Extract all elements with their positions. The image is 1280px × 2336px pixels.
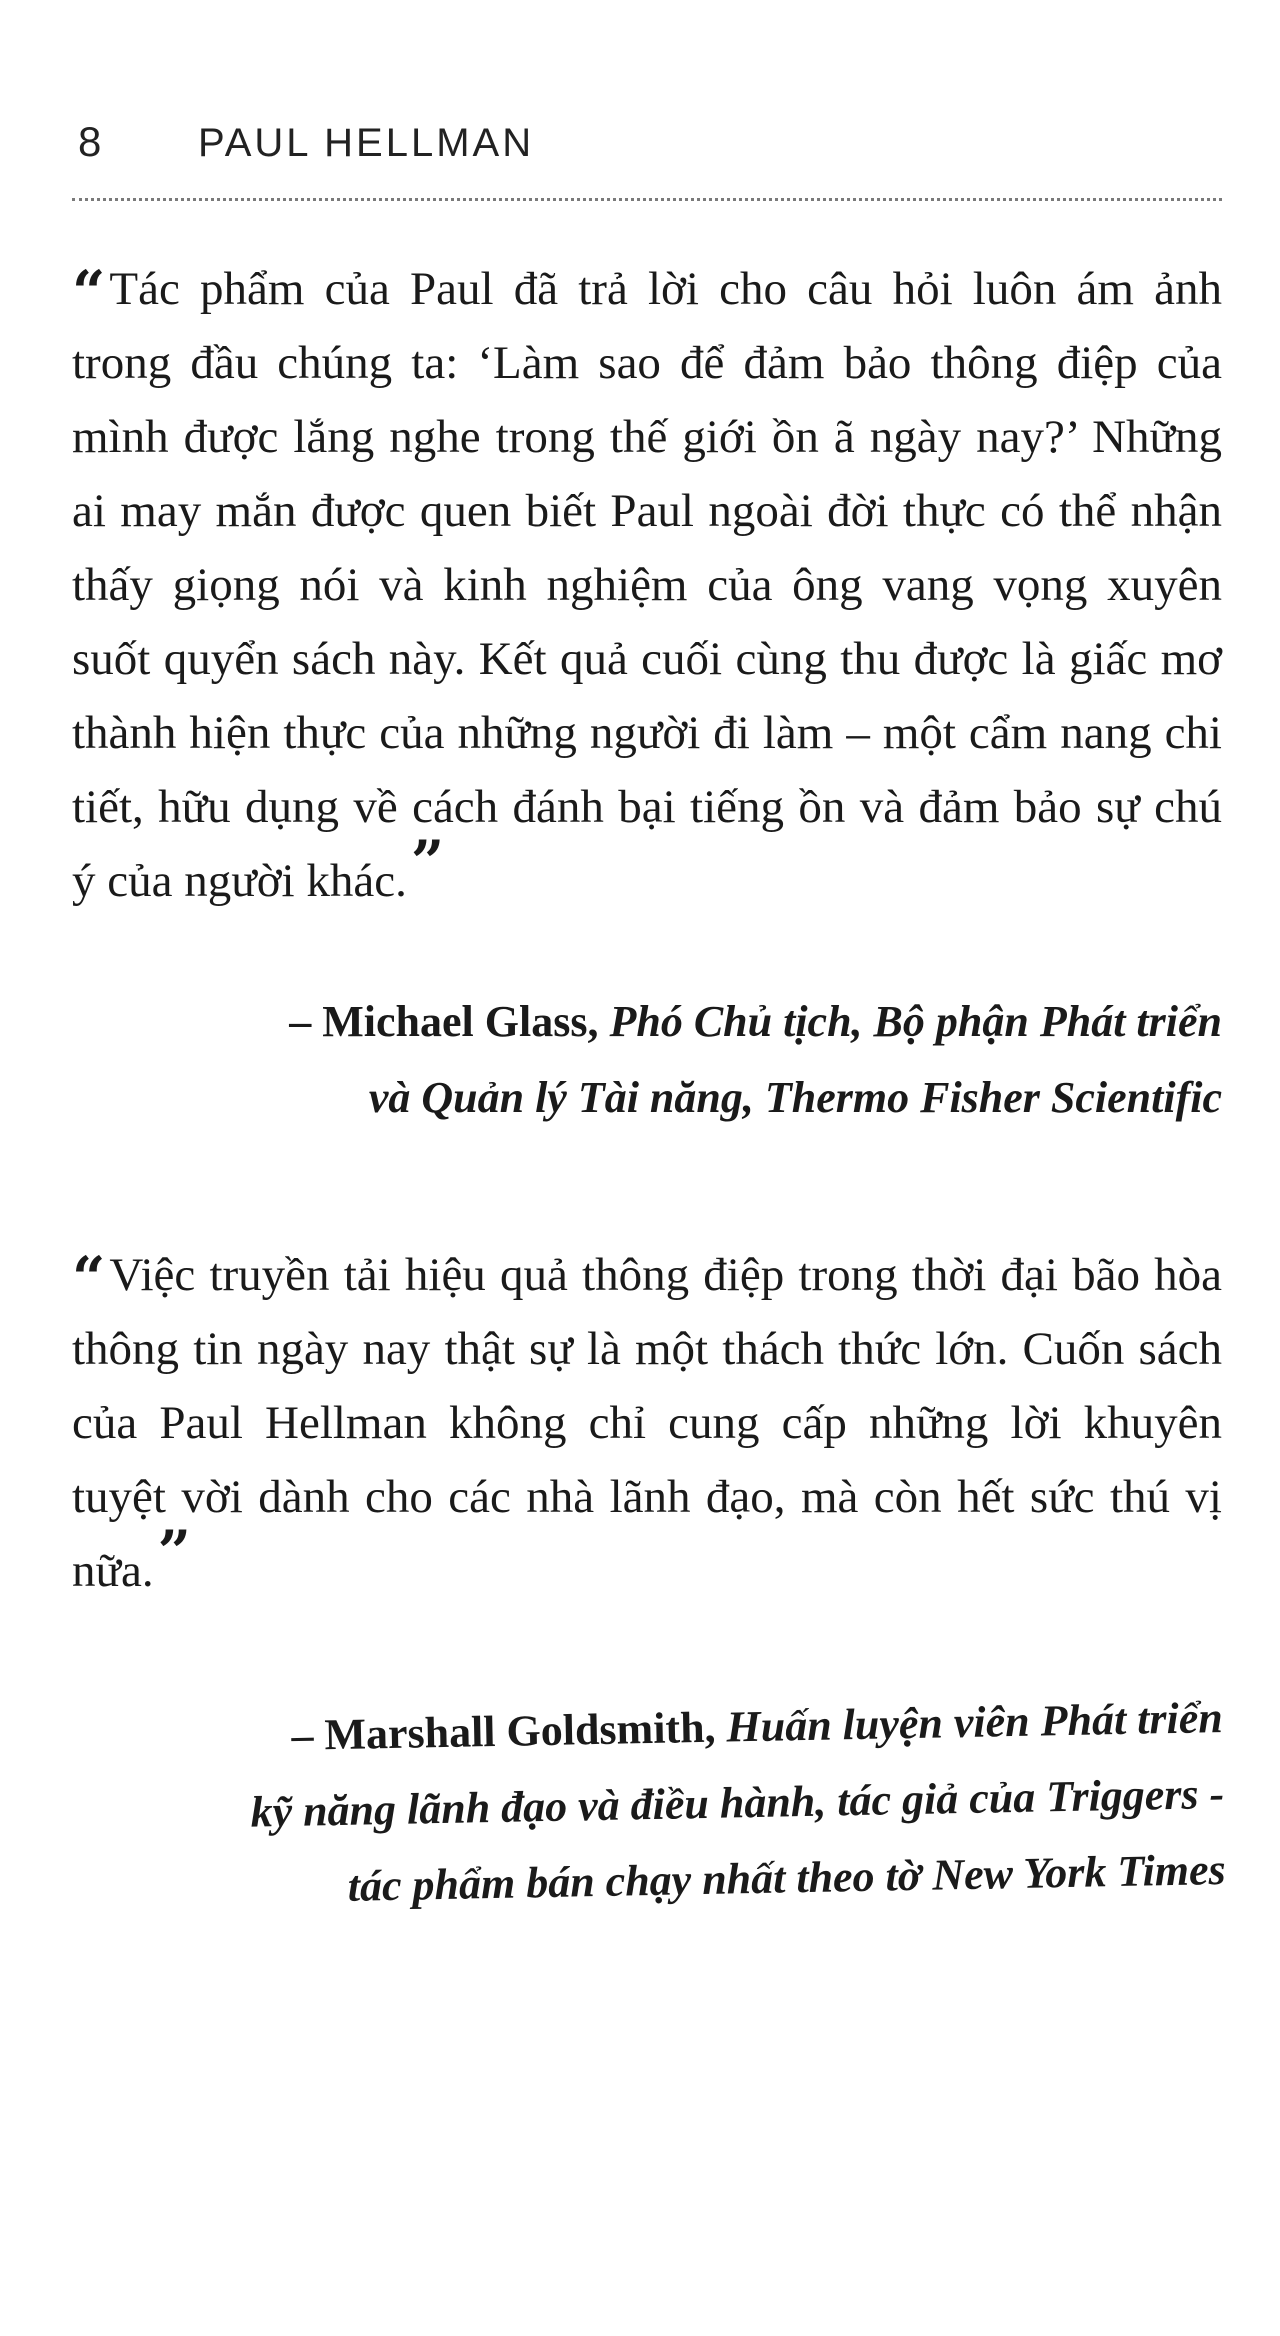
- attribution-role-line: tác phẩm bán chạy nhất theo tờ New York Times: [347, 1844, 1227, 1911]
- quote-text: Việc truyền tải hiệu quả thông điệp trong thời đại bão hòa thông tin ngày nay thật sự là một thách thức lớn. Cuốn sách của Paul Hellman không chỉ cung cấp những lời khuyên tuyệt vời dành cho các nhà lãnh đạo, mà còn hết sức thú vị nữa.: [72, 1249, 1222, 1597]
- testimonial-attribution-2: [72, 1680, 1226, 1930]
- quote-text: Tác phẩm của Paul đã trả lời cho câu hỏi luôn ám ảnh trong đầu chúng ta: ‘Làm sao để đảm bảo thông điệp của mình được lắng nghe trong thế giới ồn ã ngày nay?’ Những ai may mắn được quen biết Paul ngoài đời thực có thể nhận thấy giọng nói và kinh nghiệm của ông vang vọng xuyên suốt quyển sách này. Kết quả cuối cùng thu được là giấc mơ thành hiện thực của những người đi làm – một cẩm nang chi tiết, hữu dụng về cách đánh bại tiếng ồn và đảm bảo sự chú ý của người khác.: [72, 263, 1222, 907]
- attribution-author: – Marshall Goldsmith,: [290, 1702, 716, 1760]
- open-quote-mark: “: [72, 258, 106, 326]
- quote-paragraph: [72, 1238, 1222, 1608]
- running-header: [78, 118, 534, 178]
- testimonial-quote-1: [72, 252, 1222, 918]
- open-quote-mark: “: [72, 1244, 106, 1312]
- close-quote-mark: ”: [410, 828, 445, 896]
- testimonial-attribution-1: [72, 984, 1222, 1136]
- quote-paragraph: [72, 252, 1222, 918]
- testimonial-quote-2: [72, 1238, 1222, 1608]
- page-number: 8: [78, 118, 102, 165]
- running-title: PAUL HELLMAN: [198, 121, 535, 165]
- attribution-role-line: kỹ năng lãnh đạo và điều hành, tác giả của Triggers -: [250, 1768, 1225, 1837]
- attribution-role: Huấn luyện viên Phát triển: [726, 1692, 1224, 1752]
- attribution-role-line: và Quản lý Tài năng, Thermo Fisher Scientific: [368, 1073, 1222, 1122]
- attribution-role: Phó Chủ tịch, Bộ phận Phát triển: [609, 997, 1222, 1046]
- attribution-line: [72, 984, 1222, 1060]
- attribution-author: – Michael Glass,: [289, 997, 599, 1046]
- close-quote-mark: ”: [157, 1518, 191, 1586]
- header-dotted-rule: [72, 198, 1222, 201]
